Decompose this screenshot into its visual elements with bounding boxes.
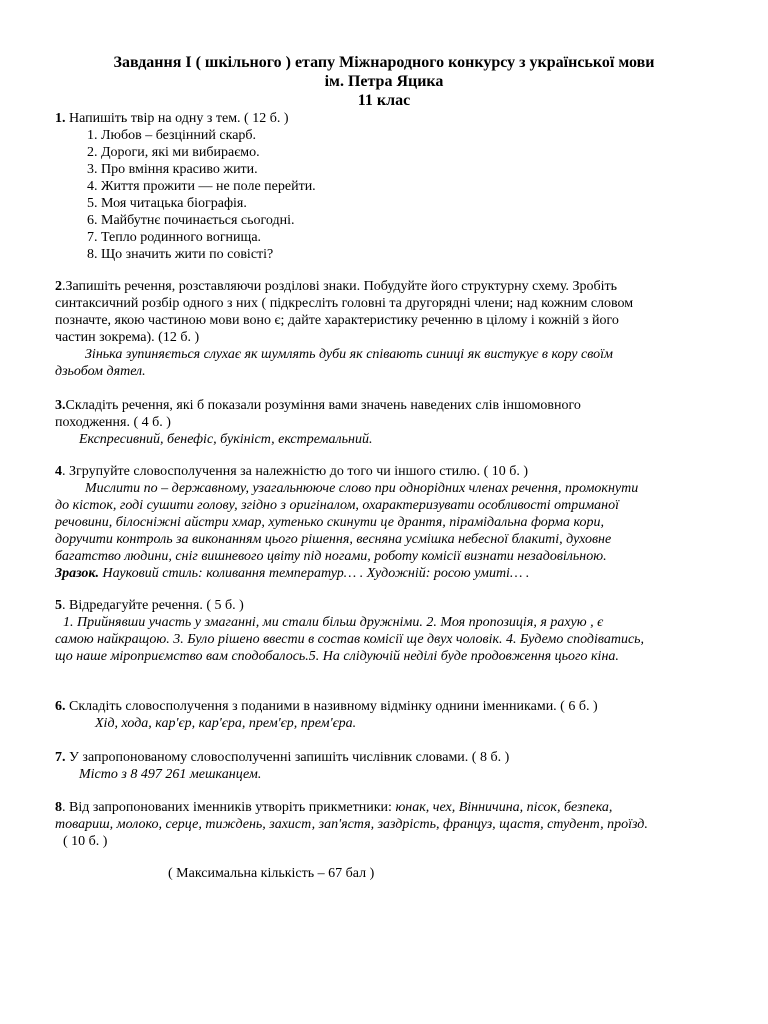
task-number: 3. — [55, 398, 66, 413]
sentence-line: що наше міроприємство вам сподобалось.5. На слідуючій неділі буде продовження цього кіна. — [55, 649, 619, 664]
number-phrase: Місто з 8 497 261 мешканцем. — [79, 767, 262, 782]
word-list: Експресивний, бенефіс, букініст, екстремальний. — [79, 432, 373, 447]
task-number: 8 — [55, 800, 62, 815]
list-item: 3. Про вміння красиво жити. — [87, 162, 258, 177]
task-2-line — [55, 278, 720, 295]
topic-list — [55, 127, 720, 263]
task-3-line — [55, 397, 720, 414]
task-text: . Згрупуйте словосполучення за належністю до того чи іншого стилю. ( 10 б. ) — [62, 464, 529, 479]
task-text: Складіть словосполучення з поданими в називному відмінку однини іменниками. ( 6 б. ) — [65, 699, 598, 714]
task-1 — [55, 110, 720, 263]
sentence-line: 1. Прийнявши участь у змаганні, ми стали більш дружніми. 2. Моя пропозиція, я рахую , є — [63, 615, 604, 630]
task-3 — [55, 397, 720, 448]
phrase-line: речовини, білосніжні айстри хмар, хутенько скинути це дрантя, пірамідальна форма кори, — [55, 515, 605, 530]
task-8 — [55, 799, 720, 850]
task-number: 1. — [55, 111, 66, 126]
noun-list-cont: товариш, молоко, серце, тиждень, захист, зап'ястя, заздрість, француз, щастя, студент, проїзд. — [55, 817, 648, 832]
task-8-points: ( 10 б. ) — [63, 834, 108, 849]
task-4-heading — [55, 463, 720, 480]
task-6-heading — [55, 698, 720, 715]
sample-label: Зразок. — [55, 566, 99, 581]
task-2-line: частин зокрема). (12 б. ) — [55, 330, 200, 345]
list-item: 1. Любов – безцінний скарб. — [87, 128, 257, 143]
task-number: 7. — [55, 750, 66, 765]
example-sentence-cont: дзьобом дятел. — [55, 364, 146, 379]
task-2-line: синтаксичний розбір одного з них ( підкресліть головні та другорядні члени; над кожним словом — [55, 296, 634, 311]
header-title: Завдання І ( шкільного ) етапу Міжнародного конкурсу з української мови — [113, 54, 655, 71]
phrase-line: багатство людини, сніг вишневого цвіту під ногами, роботу комісії визнати незадовільною. — [55, 549, 607, 564]
task-text: Складіть речення, які б показали розуміння вами значень наведених слів іншомовного — [65, 398, 581, 413]
list-item: 7. Тепло родинного вогнища. — [87, 230, 262, 245]
list-item: 6. Майбутнє починається сьогодні. — [87, 213, 295, 228]
task-number: 5 — [55, 598, 62, 613]
sentence-line: самою найкращою. 3. Було рішено ввести в состав комісії ще двух чоловік. 4. Будемо сподіватись, — [55, 632, 645, 647]
sample-line — [55, 565, 720, 582]
task-7-heading — [55, 749, 720, 766]
noun-list: юнак, чех, Вінничина, пісок, безпека, — [395, 800, 613, 815]
task-text: У запропонованому словосполученні запишіть числівник словами. ( 8 б. ) — [65, 750, 510, 765]
task-text: . Відредагуйте речення. ( 5 б. ) — [62, 598, 244, 613]
task-6 — [55, 698, 720, 732]
list-item: 8. Що значить жити по совісті? — [87, 247, 274, 262]
task-8-heading — [55, 799, 720, 816]
list-item: 4. Життя прожити — не поле перейти. — [87, 179, 316, 194]
task-number: 2 — [55, 279, 62, 294]
phrase-line: Мислити по – державному, узагальнююче слово при однорідних членах речення, промокнути — [85, 481, 639, 496]
task-2 — [55, 278, 720, 380]
task-7 — [55, 749, 720, 783]
task-5 — [55, 597, 720, 665]
task-1-heading — [55, 110, 720, 127]
list-item: 2. Дороги, які ми вибираємо. — [87, 145, 260, 160]
phrase-line: до кісток, годі сушити голову, згідно з оригіналом, охарактеризувати особливості отриманої — [55, 498, 619, 513]
task-3-line: походження. ( 4 б. ) — [55, 415, 171, 430]
task-number: 4 — [55, 464, 62, 479]
word-list: Хід, хода, кар'єр, кар'єра, прем'єр, прем'єра. — [95, 716, 357, 731]
example-sentence: Зінька зупиняється слухає як шумлять дуби як співають синиці як вистукує в кору своїм — [85, 347, 613, 362]
list-item: 5. Моя читацька біографія. — [87, 196, 247, 211]
task-text: Напишіть твір на одну з тем. ( 12 б. ) — [65, 111, 289, 126]
phrase-line: доручити контроль за виконанням цього рішення, весняна усмішка небесної блакиті, духовне — [55, 532, 612, 547]
task-5-heading — [55, 597, 720, 614]
header-subtitle: ім. Петра Яцика — [324, 73, 444, 90]
max-score-note: ( Максимальна кількість – 67 бал ) — [168, 866, 375, 881]
header-grade: 11 клас — [357, 92, 411, 109]
task-2-line: позначте, якою частиною мови воно є; дайте характеристику реченню в цілому і кожній з його — [55, 313, 619, 328]
task-4 — [55, 463, 720, 582]
document-header — [0, 53, 768, 110]
sample-text: Науковий стиль: коливання температур… . Художній: росою умиті… . — [99, 566, 530, 581]
task-text: .Запишіть речення, розставляючи розділові знаки. Побудуйте його структурну схему. Зробіть — [62, 279, 618, 294]
task-text: . Від запропонованих іменників утворіть прикметники: — [62, 800, 396, 815]
task-number: 6. — [55, 699, 66, 714]
